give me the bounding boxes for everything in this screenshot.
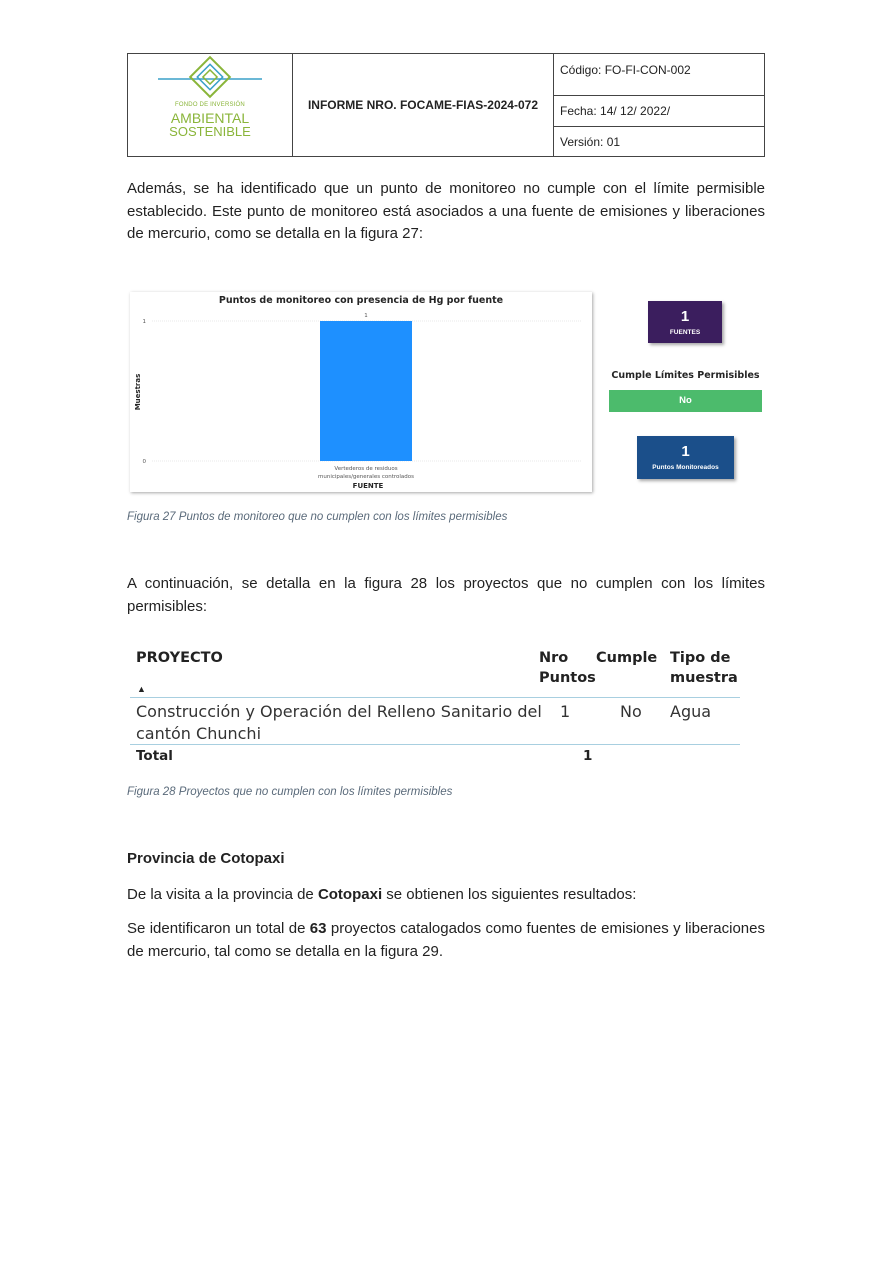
figure-27-caption: Figura 27 Puntos de monitoreo que no cumplen con los límites permisibles [127,511,508,523]
logo-text-line3: SOSTENIBLE [169,124,251,139]
total-value: 1 [583,748,593,764]
paragraph-cotopaxi-visit [127,884,765,907]
paragraph-projects-count [127,918,765,963]
paragraph-cotopaxi-bold: Cotopaxi [317,886,383,903]
logo-text-line1: FONDO DE INVERSIÓN [175,102,245,108]
kpi-card-puntos-monitoreados[interactable] [637,436,734,479]
cumple-value-box[interactable]: No [609,390,762,412]
logo-mark-icon [128,54,292,104]
paragraph-count-post: proyectos catalogados como fuentes de emisiones y liberaciones de mercurio, tal como se detalla en la figura 29. [127,920,765,960]
paragraph-cotopaxi-post: se obtienen los siguientes resultados: [382,886,637,903]
x-axis-label: FUENTE [352,482,384,490]
total-divider [130,744,740,745]
header-divider [130,697,740,698]
sort-ascending-icon[interactable]: ▲ [137,684,146,694]
y-axis-label: Muestras [134,373,142,411]
header-tipo-muestra-line1[interactable]: Tipo de [670,650,731,666]
bar-vertederos[interactable] [320,321,412,461]
kpi-puntos-label: Puntos Monitoreados [652,464,719,471]
paragraph-count-bold: 63 [309,920,327,937]
total-label: Total [136,748,173,764]
bar-chart [130,292,592,492]
chart-title: Puntos de monitoreo con presencia de Hg por fuente [218,295,504,306]
intro-paragraph: Además, se ha identificado que un punto de monitoreo no cumple con el límite permisible establecido. Este punto de monitoreo está asociados a una fuente de emisiones y liberaciones de mercurio, como se detalla en la figura 27: [127,180,765,242]
bar-chart-panel [130,292,592,492]
cell-proyecto-line2: cantón Chunchi [136,724,262,743]
cell-nro-puntos: 1 [560,702,571,721]
cumple-title: Cumple Límites Permisibles [611,370,760,381]
kpi-fuentes-label: FUENTES [669,329,701,336]
y-tick-label-0: 0 [142,459,146,465]
paragraph-cotopaxi-pre: De la visita a la provincia de [127,886,318,903]
section-title: Provincia de Cotopaxi [127,850,285,867]
cell-cumple: No [620,702,642,721]
bar-data-label: 1 [364,313,368,319]
paragraph-count-pre: Se identificaron un total de [127,920,310,937]
cell-proyecto-line1: Construcción y Operación del Relleno Sanitario del [136,702,542,721]
logo [128,54,293,156]
document-header [127,53,765,157]
x-tick-label-line2: municipales/generales controlados [318,474,414,480]
kpi-fuentes-value: 1 [680,308,690,325]
document-version: Versión: 01 [560,134,621,149]
x-tick-label-line1: Vertederos de residuos [334,466,398,472]
header-nro-puntos-line1[interactable]: Nro [539,650,569,666]
kpi-card-fuentes[interactable] [648,301,722,343]
report-title: INFORME NRO. FOCAME-FIAS-2024-072 [293,54,554,156]
figure-28-caption: Figura 28 Proyectos que no cumplen con los límites permisibles [127,786,453,798]
kpi-puntos-value: 1 [681,443,690,460]
cell-tipo-muestra: Agua [670,702,712,721]
header-cumple[interactable]: Cumple [596,650,658,666]
document-code: Código: FO-FI-CON-002 [554,54,765,96]
header-proyecto[interactable]: PROYECTO [136,650,223,666]
header-nro-puntos-line2[interactable]: Puntos [539,670,596,686]
document-date: Fecha: 14/ 12/ 2022/ [554,96,765,127]
paragraph-figure-28-intro: A continuación, se detalla en la figura 28 los proyectos que no cumplen con los límites permisibles: [127,575,765,615]
header-tipo-muestra-line2[interactable]: muestra [670,670,738,686]
logo-text-line2: AMBIENTAL [170,110,250,126]
y-tick-label-1: 1 [142,319,146,325]
